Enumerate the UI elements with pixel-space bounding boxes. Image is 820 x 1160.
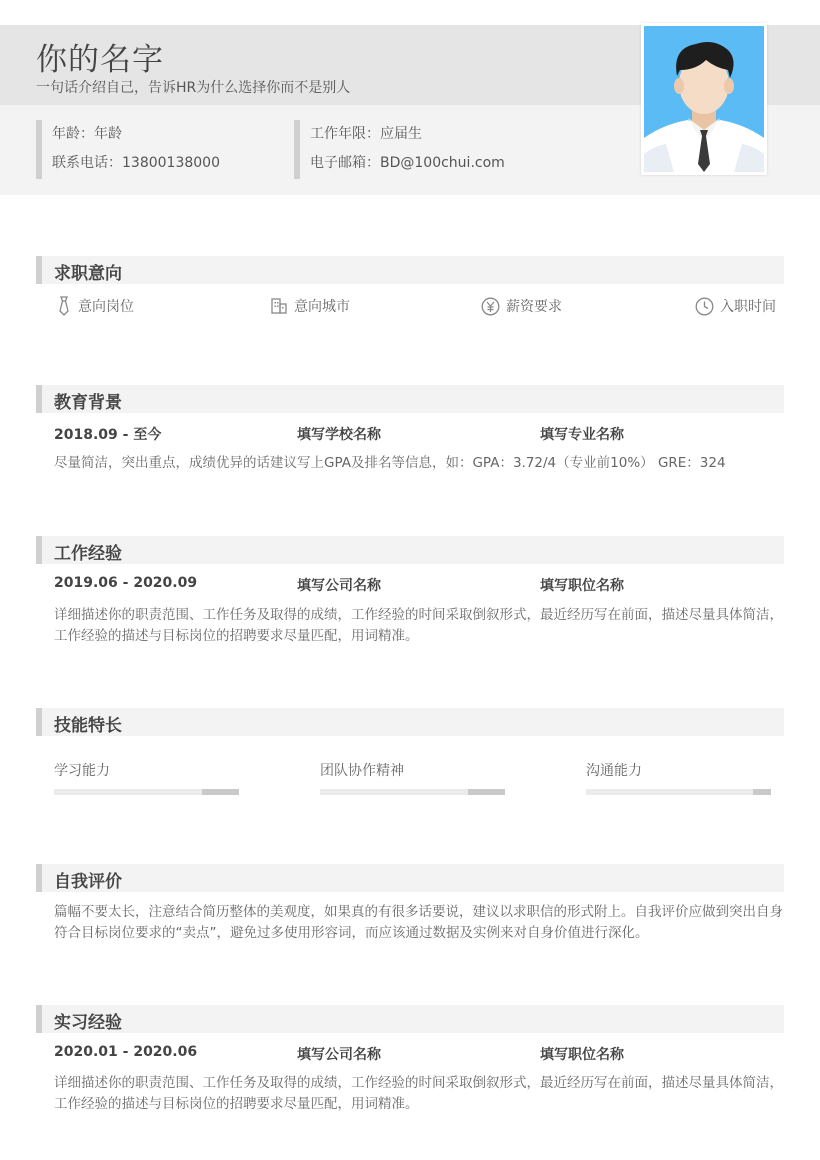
section-title: 自我评价 <box>54 872 122 892</box>
clock-icon <box>695 297 714 316</box>
section-title: 教育背景 <box>54 393 122 413</box>
section-title: 技能特长 <box>54 716 122 736</box>
intent-position <box>56 296 134 316</box>
work-description: 详细描述你的职责范围、工作任务及取得的成绩，工作经验的时间采取倒叙形式，最近经历写在前面，描述尽量具体简洁，工作经验的描述与目标岗位的招聘要求尽量匹配，用词精准。 <box>54 607 783 644</box>
section-title: 工作经验 <box>54 544 122 564</box>
skill-bar-fill <box>320 789 468 795</box>
email-field: 电子邮箱：BD@100chui.com <box>310 155 505 171</box>
internship-date: 2020.01 - 2020.06 <box>54 1044 198 1060</box>
age-field: 年龄：年龄 <box>52 126 122 142</box>
education-major: 填写专业名称 <box>540 427 624 443</box>
internship-company: 填写公司名称 <box>297 1047 381 1063</box>
intent-city <box>270 296 350 316</box>
intent-start-time-label: 入职时间 <box>720 299 776 315</box>
resume-tagline: 一句话介绍自己，告诉HR为什么选择你而不是别人 <box>36 80 351 96</box>
section-title: 实习经验 <box>54 1013 122 1033</box>
section-header-work <box>36 536 784 564</box>
skill-bar <box>320 789 505 795</box>
section-header-education <box>36 385 784 413</box>
section-title: 求职意向 <box>54 264 122 284</box>
yuan-icon <box>481 297 500 316</box>
skill-label: 团队协作精神 <box>320 763 404 779</box>
intent-salary <box>481 296 562 316</box>
section-header-internship <box>36 1005 784 1033</box>
work-position: 填写职位名称 <box>540 578 624 594</box>
education-description: 尽量简洁，突出重点，成绩优异的话建议写上GPA及排名等信息，如：GPA：3.72/4（专业前10%） GRE：324 <box>54 455 726 471</box>
avatar-illustration <box>644 26 764 172</box>
internship-position: 填写职位名称 <box>540 1047 624 1063</box>
section-header-skills <box>36 708 784 736</box>
intent-start-time <box>695 296 776 316</box>
work-date: 2019.06 - 2020.09 <box>54 575 198 591</box>
section-header-intent <box>36 256 784 284</box>
self-eval-description: 篇幅不要太长，注意结合简历整体的美观度，如果真的有很多话要说，建议以求职信的形式附上。自我评价应做到突出自身符合目标岗位要求的“卖点”，避免过多使用形容词，而应该通过数据及实例来对自身价值进行深化。 <box>54 904 783 941</box>
internship-description: 详细描述你的职责范围、工作任务及取得的成绩，工作经验的时间采取倒叙形式，最近经历写在前面，描述尽量具体简洁，工作经验的描述与目标岗位的招聘要求尽量匹配，用词精准。 <box>54 1075 783 1112</box>
work-company: 填写公司名称 <box>297 578 381 594</box>
info-column-left <box>36 120 220 179</box>
intent-city-label: 意向城市 <box>294 299 350 315</box>
skill-bar <box>54 789 239 795</box>
experience-field: 工作年限：应届生 <box>310 126 422 142</box>
skill-bar <box>586 789 771 795</box>
intent-salary-label: 薪资要求 <box>506 299 562 315</box>
profile-photo <box>641 23 767 175</box>
education-school: 填写学校名称 <box>297 427 381 443</box>
education-date: 2018.09 - 至今 <box>54 427 162 443</box>
skill-label: 学习能力 <box>54 763 110 779</box>
skill-bar-fill <box>54 789 202 795</box>
tie-icon <box>56 296 72 316</box>
intent-position-label: 意向岗位 <box>78 299 134 315</box>
skill-label: 沟通能力 <box>586 763 642 779</box>
section-header-self-eval <box>36 864 784 892</box>
resume-name: 你的名字 <box>36 42 164 78</box>
info-column-right <box>294 120 505 179</box>
building-icon <box>270 297 288 315</box>
phone-field: 联系电话：13800138000 <box>52 155 220 171</box>
skill-bar-fill <box>586 789 753 795</box>
